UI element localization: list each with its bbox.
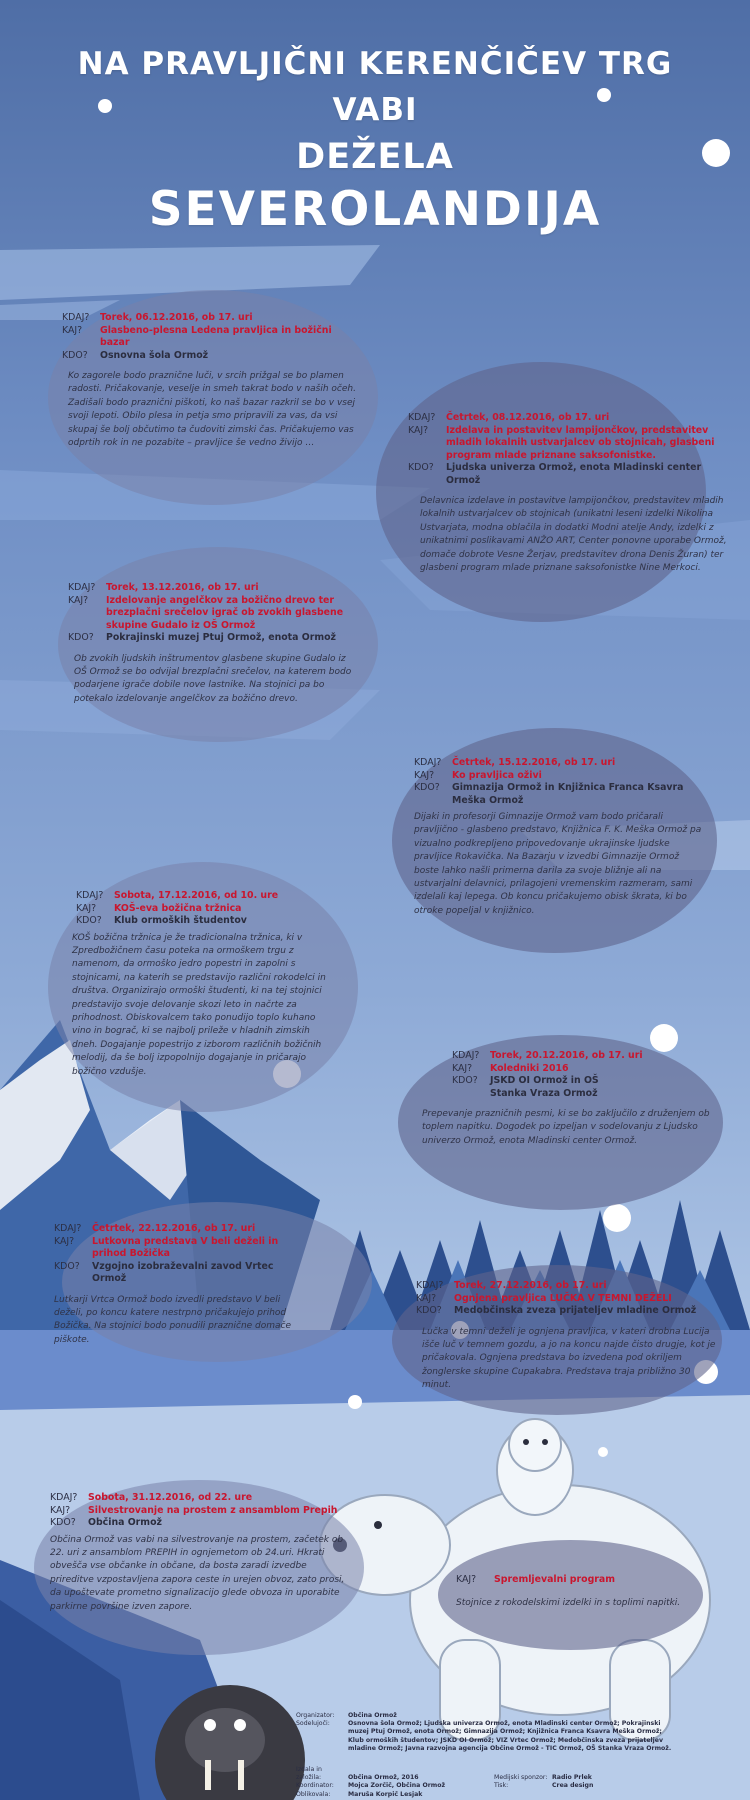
- when-label: KDAJ?: [50, 1492, 78, 1503]
- what-label: KAJ?: [62, 324, 83, 336]
- organizer-value: Občina Ormož: [348, 1712, 397, 1719]
- event-description: KOŠ božična tržnica je že tradicionalna tržnica, ki v Zpredbožičnem času poteka na ormoškem trgu z namenom, da ormoško jedro popestri in zapolni s stojnicami, na katerih se predstavijo različni rokodelci in društva. Organizirajo ormoški študenti, ki na tej stojnici predstavijo svoje delovanje skozi leto in načrte za prihodnost. Obiskovalcem tako ponudijo toplo kuhano vino in bograč, ki se najbolj prileže v hladnih zimskih dneh. Dogajanje popestrijo z izborom različnih božičnih melodij, da še bolj izpopolnijo dogajanje in pričarajo božično vzdušje.: [72, 932, 326, 1077]
- print-value: Crea design: [552, 1782, 594, 1790]
- when-label: KDAJ?: [68, 582, 96, 593]
- event-title: Izdelovanje angelčkov za božično drevo ter brezplačni srečelov igrač ob zvokih glasbene skupine Gudalo iz OŠ Ormož: [106, 594, 344, 631]
- event-description: Ob zvokih ljudskih inštrumentov glasbene skupine Gudalo iz OŠ Ormož se bo odvijal brezplačni srečelov, na katerem bodo podarjene igrače dobile nove lastnike. Na stojnici pa bo potekalo izdelovanje angelčkov za božično drevo.: [74, 653, 352, 704]
- print-label: Tisk:: [494, 1782, 509, 1790]
- when-label: KDAJ?: [452, 1050, 480, 1061]
- designer-label: Oblikovala:: [296, 1790, 331, 1798]
- event-card: [68, 582, 358, 706]
- event-date: Sobota, 31.12.2016, od 22. ure: [88, 1492, 253, 1503]
- event-organizer: Občina Ormož: [88, 1517, 162, 1528]
- poster-title-line-4: SEVEROLANDIJA: [148, 182, 602, 237]
- what-label: KAJ?: [456, 1574, 477, 1585]
- who-label: KDO?: [414, 782, 440, 793]
- when-label: KDAJ?: [416, 1280, 444, 1291]
- when-label: KDAJ?: [408, 412, 436, 423]
- event-date: Sobota, 17.12.2016, od 10. ure: [114, 890, 279, 901]
- who-label: KDO?: [452, 1075, 478, 1086]
- partners-value: Osnovna šola Ormož; Ljudska univerza Ormož, enota Mladinski center Ormož; Pokrajinski muzej Ptuj Ormož, enota Ormož; Gimnazija Ormož; Knjižnica Franca Ksavra Meška Ormož; Klub ormoških študentov; JSKD OI Ormož; VIZ Vrtec Ormož; Medobčinska zveza prijateljev mladine Ormož; Javna razvojna agencija Občine Ormož - TIC Ormož, OŠ Stanka Vraza Ormož.: [348, 1720, 672, 1752]
- designer-value: Maruša Korpič Lesjak: [348, 1790, 423, 1798]
- what-label: KAJ?: [76, 902, 97, 914]
- event-description: Lučka v temni deželi je ognjena pravljica, v kateri drobna Lucija išče luč v temnem gozdu, a jo na koncu najde čisto drugje, kot je pričakovala. Ognjena predstava bo izvedena pod okriljem žonglerske skupine Cupakabra. Predstava traja približno 30 minut.: [422, 1326, 716, 1391]
- event-date: Četrtek, 22.12.2016, ob 17. uri: [92, 1223, 256, 1234]
- sponsor-value: Radio Prlek: [552, 1774, 592, 1781]
- event-card: [50, 1492, 345, 1614]
- event-organizer: Pokrajinski muzej Ptuj Ormož, enota Ormož: [106, 632, 337, 643]
- credits-block: [296, 1712, 676, 1753]
- event-card: [408, 412, 730, 575]
- event-date: Torek, 13.12.2016, ob 17. uri: [106, 582, 259, 593]
- event-card: [414, 757, 704, 918]
- event-title: KOŠ-eva božična tržnica: [114, 902, 242, 914]
- event-title: Silvestrovanje na prostem z ansamblom Prepih: [88, 1504, 338, 1516]
- who-label: KDO?: [50, 1517, 76, 1528]
- event-date: Torek, 20.12.2016, ob 17. uri: [490, 1050, 643, 1061]
- event-title: Koledniki 2016: [490, 1062, 569, 1074]
- event-description: Delavnica izdelave in postavitve lampijončkov, predstavitev mladih lokalnih ustvarjalcev ob stojnicah (unikatni leseni izdelki Nikolina Ustvarjata, modna oblačila in dodatki Modni atelje Andy, izdelki z unikatnimi poslikavami ANŽO ART, Center ponovne uporabe Ormož, domače dobrote Vesne Žerjav, predstavitev drona Denis Žuran) ter glasbeni program mlade priznane saksofonistke Nine Merkoci.: [420, 496, 727, 574]
- event-description: Dijaki in profesorji Gimnazije Ormož vam bodo pričarali pravljično - glasbeno predstavo, Knjižnica F. K. Meška Ormož pa vizualno podkrepljeno pripovedovanje ukrajinske ljudske pravljice Rokavička. Na Bazarju v izvedbi Gimnazije Ormož boste lahko našli primerna darila za svoje bližnje ali na ustvarjalni delavnici, prilagojeni vremenskim razmeram, sami izdelali kaj lepega. Ob koncu pričakujemo obisk škrata, ki bo otroke popeljal v knjižnico.: [414, 812, 702, 916]
- event-card: [422, 1050, 722, 1148]
- organizer-label: Organizator:: [296, 1712, 335, 1719]
- who-label: KDO?: [62, 349, 88, 361]
- event-date: Torek, 06.12.2016, ob 17. uri: [100, 312, 253, 323]
- event-title: Izdelava in postavitev lampijončkov, predstavitev mladih lokalnih ustvarjalcev ob stojnicah, glasbeni program mlade priznane saksofonistke.: [446, 424, 715, 461]
- event-title: Ko pravljica oživi: [452, 769, 542, 781]
- event-organizer: Klub ormoških študentov: [114, 915, 247, 926]
- event-organizer: Ljudska univerza Ormož, enota Mladinski center Ormož: [446, 462, 702, 486]
- sponsor-label: Medijski sponzor:: [494, 1774, 548, 1781]
- event-title: Ognjena pravljica LUČKA V TEMNI DEŽELI: [454, 1292, 672, 1304]
- when-label: KDAJ?: [62, 312, 90, 323]
- coordinator-value: Mojca Zorčič, Občina Ormož: [348, 1782, 446, 1790]
- event-organizer: Vzgojno izobraževalni zavod Vrtec Ormož: [92, 1260, 274, 1284]
- what-label: KAJ?: [416, 1292, 437, 1304]
- event-description: Ko zagorele bodo praznične luči, v srcih prižgal se bo plamen radosti. Pričakovanje, veselje in smeh takrat bodo v naših očeh. Zadišali bodo praznični piškoti, ko naš bazar razkril se bo v vsej svoji lepoti. Obilo plesa in petja smo pripravili za vas, da vsi skupaj še bolj občutimo ta čudoviti zimski čas. Pričakujemo vas odprtih rok in ne pozabite – pravljice še vedno živijo …: [68, 371, 356, 449]
- event-title: Glasbeno-plesna Ledena pravljica in božični bazar: [100, 324, 332, 348]
- publication-info: [296, 1766, 476, 1799]
- who-label: KDO?: [416, 1305, 442, 1316]
- poster-title-line-2: VABI: [332, 92, 418, 128]
- when-label: KDAJ?: [54, 1223, 82, 1234]
- sponsor-info: [494, 1774, 644, 1790]
- extra-program-title: Spremljevalni program: [494, 1574, 616, 1585]
- what-label: KAJ?: [452, 1062, 473, 1074]
- event-organizer: JSKD OI Ormož in OŠ Stanka Vraza Ormož: [490, 1075, 599, 1099]
- event-organizer: Gimnazija Ormož in Knjižnica Franca Ksavra Meška Ormož: [452, 782, 684, 806]
- poster-title-line-1: NA PRAVLJIČNI KERENČIČEV TRG: [77, 46, 673, 82]
- event-organizer: Medobčinska zveza prijateljev mladine Ormož: [454, 1305, 697, 1316]
- event-date: Četrtek, 15.12.2016, ob 17. uri: [452, 757, 616, 768]
- event-date: Torek, 27.12.2016, ob 17. uri: [454, 1280, 607, 1291]
- what-label: KAJ?: [414, 769, 435, 781]
- event-description: Prepevanje prazničnih pesmi, ki se bo zaključilo z druženjem ob toplem napitku. Dogodek po izpeljan v sodelovanju z Ljudsko univerzo Ormož, enota Mladinski center Ormož.: [422, 1109, 710, 1146]
- publisher-value: Občina Ormož, 2016: [348, 1774, 419, 1782]
- who-label: KDO?: [76, 915, 102, 926]
- event-description: Lutkarji Vrtca Ormož bodo izvedli predstavo V beli deželi, po koncu katere nestrpno pričakujejo prihod Božička. Na stojnici bodo ponudili praznične domače piškote.: [54, 1294, 292, 1345]
- event-card: [62, 312, 362, 450]
- when-label: KDAJ?: [414, 757, 442, 768]
- who-label: KDO?: [54, 1260, 80, 1272]
- coordinator-label: Koordinator:: [296, 1782, 334, 1790]
- publisher-label: Izdala in založila:: [296, 1766, 322, 1782]
- what-label: KAJ?: [408, 424, 429, 436]
- extra-program-description: Stojnice z rokodelskimi izdelki in s toplimi napitki.: [456, 1597, 681, 1608]
- who-label: KDO?: [68, 632, 94, 643]
- event-title: Lutkovna predstava V beli deželi in prihod Božička: [92, 1235, 279, 1259]
- partners-label: Sodelujoči:: [296, 1720, 330, 1728]
- event-description: Občina Ormož vas vabi na silvestrovanje na prostem, začetek ob 22. uri z ansamblom PREPIH in ognjemetom ob 24.uri. Hkrati obvešča vse občanke in občane, da bosta zaradi izvedbe prireditve vzpostavljena zapora ceste in urejen obvoz, zato prosi, da upoštevate prometno signalizacijo glede obvoza in uporabite parkirne površine izven zapore.: [50, 1534, 345, 1612]
- when-label: KDAJ?: [76, 890, 104, 901]
- what-label: KAJ?: [50, 1504, 71, 1516]
- extra-program-card: [456, 1574, 696, 1610]
- event-card: [54, 1223, 304, 1347]
- what-label: KAJ?: [68, 594, 89, 606]
- poster-title-line-3: DEŽELA: [296, 137, 454, 177]
- event-card: [72, 890, 326, 1079]
- who-label: KDO?: [408, 462, 434, 473]
- event-date: Četrtek, 08.12.2016, ob 17. uri: [446, 412, 610, 423]
- event-organizer: Osnovna šola Ormož: [100, 349, 209, 361]
- event-card: [416, 1280, 716, 1393]
- what-label: KAJ?: [54, 1235, 75, 1247]
